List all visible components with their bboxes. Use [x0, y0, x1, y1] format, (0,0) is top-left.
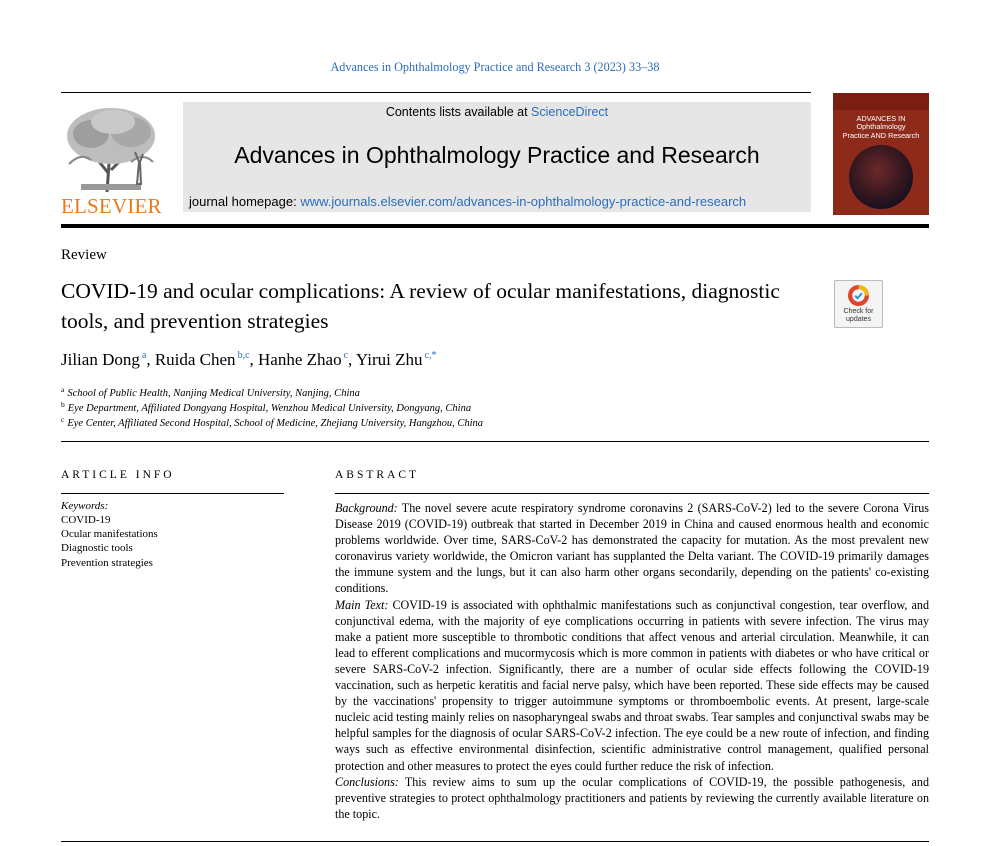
affiliation-mark: b: [61, 400, 65, 409]
author-separator: ,: [249, 350, 259, 369]
affiliation: [61, 385, 360, 399]
abstract-paragraph: [335, 597, 929, 774]
article-info-rule: [61, 493, 284, 494]
contents-line: [183, 105, 811, 119]
author-affiliation-mark[interactable]: c: [343, 350, 349, 361]
abstract-paragraph: [335, 774, 929, 822]
masthead-thick-rule: [61, 224, 929, 228]
abstract-paragraph: [335, 500, 929, 597]
footer-rule: [61, 841, 929, 842]
author-list: [61, 350, 436, 370]
article-title: COVID-19 and ocular complications: A review of ocular manifestations, diagnostic tools, and prevention strategies: [61, 279, 780, 333]
check-for-updates-button[interactable]: [834, 280, 883, 328]
journal-citation[interactable]: Advances in Ophthalmology Practice and Research 3 (2023) 33–38: [330, 60, 660, 74]
elsevier-wordmark: ELSEVIER: [61, 194, 162, 218]
journal-masthead: [183, 102, 811, 212]
cover-eye-image: [849, 145, 913, 209]
author-name: Ruida Chen: [154, 350, 236, 369]
abstract-section-label: Main Text:: [335, 597, 389, 612]
header-rule: [61, 92, 811, 93]
abstract-section-label: Conclusions:: [335, 774, 399, 789]
cover-title: [837, 115, 925, 140]
affiliation-text: Eye Center, Affiliated Second Hospital, School of Medicine, Zhejiang University, Hangzhou, China: [67, 418, 484, 429]
author-affiliation-mark[interactable]: b,c: [237, 350, 250, 361]
journal-title: Advances in Ophthalmology Practice and Research: [234, 142, 760, 168]
article-type: Review: [61, 247, 107, 263]
affiliation-text: School of Public Health, Nanjing Medical University, Nanjing, China: [67, 388, 360, 399]
cover-title-line: ADVANCES IN: [856, 114, 906, 123]
affiliation: [61, 400, 471, 414]
author-name: Yirui Zhu: [355, 350, 423, 369]
cover-title-line: Practice AND Research: [842, 130, 920, 140]
check-updates-label: Check for updates: [843, 308, 874, 323]
contents-prefix: Contents lists available at: [385, 105, 532, 119]
author-separator: ,: [146, 350, 155, 369]
abstract-section-text: The novel severe acute respiratory syndrome coronavins 2 (SARS-CoV-2) led to the severe Corona Virus Disease 2019 (COVID-19) outbreak that started in December 2019 in China and caused enormous health and economic problems worldwide. Over time, SARS-CoV-2 has demonstrated the capacity for mutation. As the most prevalent new coronavirus variety worldwide, the Omicron variant has supplanted the Delta variant. The COVID-19 primarily damages the immune system and the lungs, but it can also harm other organs secondarily, depending on the patients' co-existing conditions.: [335, 501, 929, 596]
abstract-section-label: Background:: [335, 501, 398, 515]
abstract-rule: [335, 493, 929, 494]
keyword-item[interactable]: COVID-19: [61, 514, 111, 526]
author-affiliation-mark[interactable]: a: [141, 350, 147, 361]
author-separator: ,: [348, 350, 356, 369]
cover-title-line: Ophthalmology: [856, 122, 906, 132]
author-name: Jilian Dong: [61, 350, 140, 369]
keywords-label: Keywords:: [61, 500, 109, 512]
author-name: Hanhe Zhao: [258, 350, 342, 369]
abstract-section-text: COVID-19 is associated with ophthalmic manifestations such as conjunctival congestion, tear overflow, and conjunctival edema, with the majority of eye complications occurring in patients with severe infection. The virus may make a patient more susceptible to thrombotic conditions that affect venous and arterial circulation. Meanwhile, it can lead to efferent complications and mucormycosis which is more common in patients with diabetes or who have critical or severe SARS-CoV-2 infection. Significantly, there are a number of ocular side effects following the COVID-19 vaccination, such as herpetic keratitis and facial nerve palsy, which have been reported. These side effects may be caused by the vaccinations' propensity to trigger autoimmune symptoms or thromboembolic events. At present, large-scale nucleic acid testing mainly relies on nasopharyngeal swabs and throat swabs. Tear samples and conjunctival swabs may be helpful samples for the diagnosis of ocular SARS-CoV-2 infection. The eye could be a new route of infection, and finding ways such as effective environmental disinfection, scientific administrative control management, qualified personal protection and other measures to protect the eyes could further reduce the risk of infection.: [335, 597, 929, 773]
abstract-heading: ABSTRACT: [335, 469, 420, 481]
affiliation: [61, 415, 483, 429]
journal-homepage-link[interactable]: www.journals.elsevier.com/advances-in-ophthalmology-practice-and-research: [300, 194, 747, 209]
check-updates-icon: [847, 284, 870, 307]
affiliation-text: Eye Department, Affiliated Dongyang Hospital, Wenzhou Medical University, Dongyang, China: [67, 403, 472, 414]
homepage-line: [189, 194, 746, 209]
author-affiliation-mark[interactable]: c,*: [424, 350, 437, 361]
affiliation-mark: a: [61, 385, 65, 394]
sciencedirect-link[interactable]: ScienceDirect: [531, 105, 609, 119]
journal-cover-thumbnail[interactable]: [833, 93, 929, 215]
affiliation-mark: c: [61, 415, 65, 424]
keyword-item[interactable]: Prevention strategies: [61, 556, 153, 569]
article-info-heading: ARTICLE INFO: [61, 469, 175, 481]
cover-header-band: [833, 93, 929, 110]
abstract-body: [335, 500, 929, 822]
abstract-section-text: This review aims to sum up the ocular complications of COVID-19, the possible pathogenesis, and preventive strategies to protect ophthalmology practitioners and patients by reviewing the currently available literature on the topic.: [335, 774, 929, 821]
keyword-item[interactable]: Ocular manifestations: [61, 528, 158, 541]
keyword-list: [61, 513, 158, 570]
keyword-item[interactable]: Diagnostic tools: [61, 542, 133, 555]
section-rule: [61, 441, 929, 442]
homepage-prefix: journal homepage:: [189, 194, 301, 209]
